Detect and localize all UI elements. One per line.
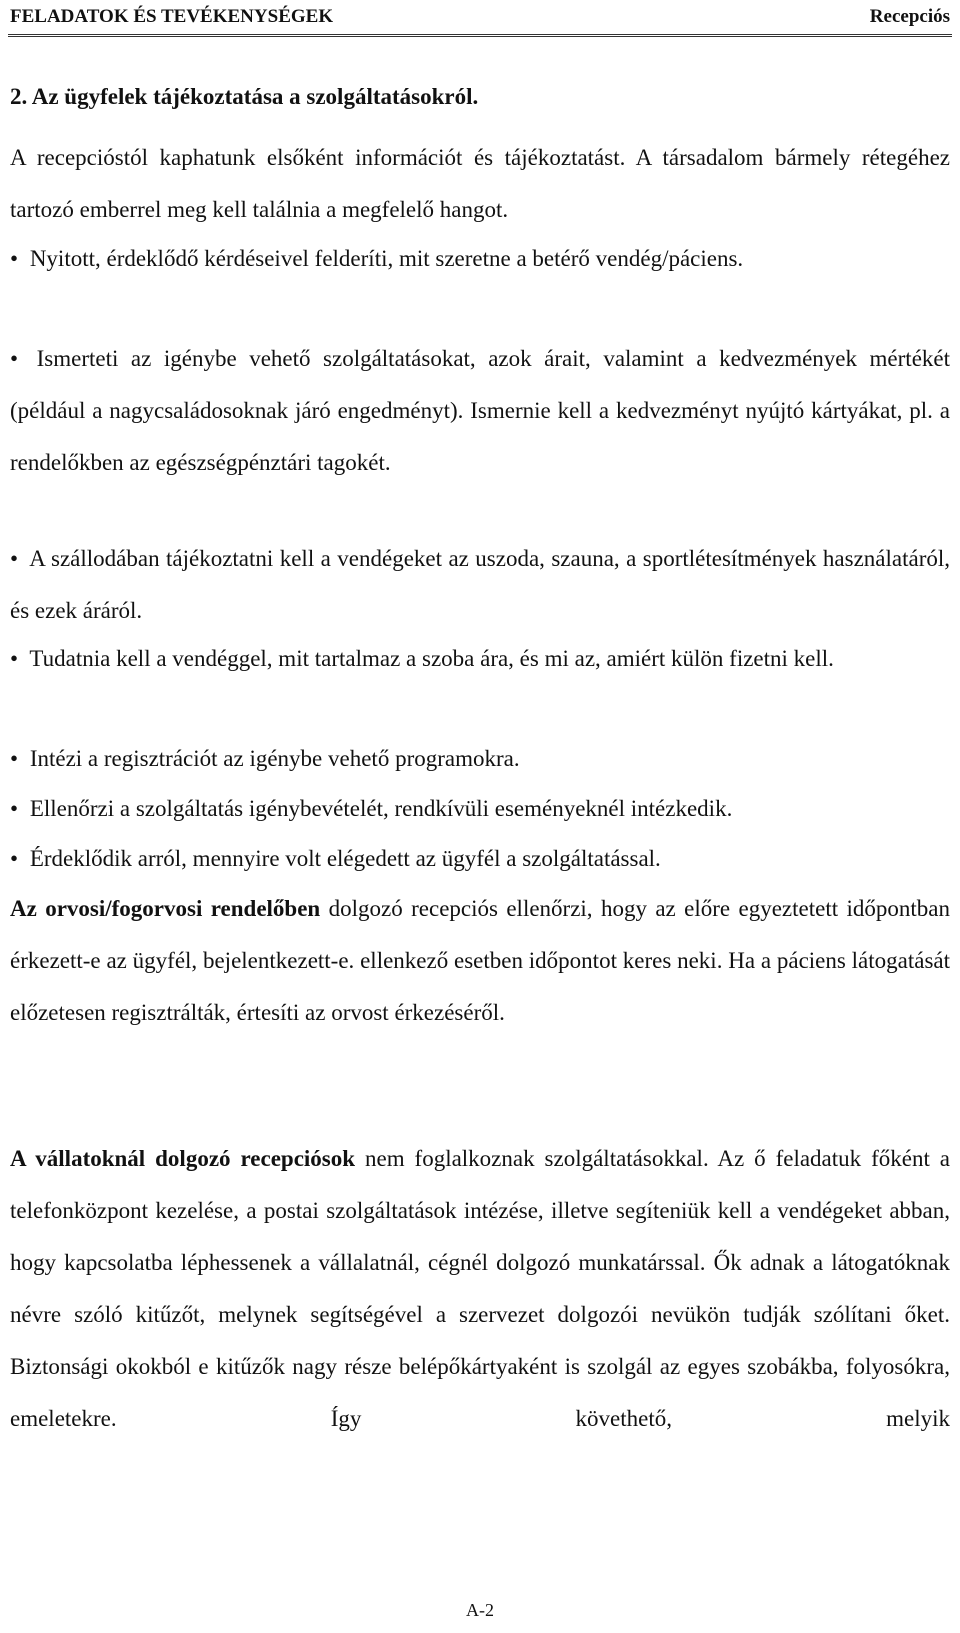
bullet-item bbox=[10, 533, 950, 637]
page-number: A-2 bbox=[466, 1600, 494, 1620]
page-header bbox=[10, 4, 950, 30]
header-title: FELADATOK ÉS TEVÉKENYSÉGEK bbox=[10, 6, 334, 27]
bullet-text: Ismerteti az igénybe vehető szolgáltatásokat, azok árait, valamint a kedvezmények mértékét (például a nagycsaládosoknak járó engedményt). Ismernie kell a kedvezményt nyújtó kártyákat, pl. a rendelőkben az egészségpénztári tagokét. bbox=[10, 346, 950, 475]
bullet-item bbox=[10, 833, 950, 885]
bullet-item bbox=[10, 233, 950, 285]
bullet-icon: • bbox=[10, 796, 19, 821]
bullet-text: A szállodában tájékoztatni kell a vendégeket az uszoda, szauna, a sportlétesítmények használatáról, és ezek áráról. bbox=[10, 546, 950, 623]
bullet-icon: • bbox=[10, 546, 19, 571]
bullet-item bbox=[10, 633, 950, 685]
bullet-item bbox=[10, 733, 950, 785]
bullet-text: Intézi a regisztrációt az igénybe vehető programokra. bbox=[29, 746, 520, 771]
bullet-item bbox=[10, 333, 950, 489]
header-section: Recepciós bbox=[869, 6, 950, 27]
header-divider bbox=[8, 34, 952, 40]
company-paragraph bbox=[10, 1133, 950, 1445]
company-text: nem foglalkoznak szolgáltatásokkal. Az ő feladatuk főként a telefonközpont kezelése, a postai szolgáltatások intézése, illetve segíteniük kell a vendégeket abban, hogy kapcsolatba léphessenek a vállalatnál, cégnél dolgozó munkatárssal. Ők adnak a látogatóknak névre szóló kitűzőt, melynek segítségével a szervezet dolgozói nevükön tudják szólítani őket. Biztonsági okokból e kitűzők nagy része belépőkártyaként is szolgál az egyes szobákba, folyosókra, emeletekre. Így követhető, melyik bbox=[10, 1146, 951, 1431]
section-heading: 2. Az ügyfelek tájékoztatása a szolgáltatásokról. bbox=[10, 84, 479, 109]
bullet-icon: • bbox=[10, 846, 19, 871]
bullet-icon: • bbox=[10, 346, 19, 371]
bullet-text: Nyitott, érdeklődő kérdéseivel felderíti, mit szeretne a betérő vendég/páciens. bbox=[29, 246, 744, 271]
intro-paragraph: A recepcióstól kaphatunk elsőként információt és tájékoztatást. A társadalom bármely rétegéhez tartozó emberrel meg kell találnia a megfelelő hangot. bbox=[10, 145, 950, 222]
company-lead: A vállatoknál dolgozó recepciósok bbox=[10, 1146, 356, 1171]
clinic-lead: Az orvosi/fogorvosi rendelőben bbox=[10, 896, 321, 921]
bullet-icon: • bbox=[10, 646, 19, 671]
bullet-text: Érdeklődik arról, mennyire volt elégedett az ügyfél a szolgáltatással. bbox=[29, 846, 661, 871]
bullet-icon: • bbox=[10, 246, 19, 271]
clinic-paragraph bbox=[10, 883, 950, 1039]
bullet-text: Tudatnia kell a vendéggel, mit tartalmaz a szoba ára, és mi az, amiért külön fizetni kell. bbox=[29, 646, 834, 671]
bullet-icon: • bbox=[10, 746, 19, 771]
clinic-text: dolgozó recepciós ellenőrzi, hogy az előre egyeztetett időpontban érkezett-e az ügyfél, bejelentkezett-e. ellenkező esetben időpontot keres neki. Ha a páciens látogatását előzetesen regisztrálták, értesíti az orvost érkezéséről. bbox=[10, 896, 950, 1025]
bullet-item bbox=[10, 783, 950, 835]
bullet-text: Ellenőrzi a szolgáltatás igénybevételét, rendkívüli eseményeknél intézkedik. bbox=[29, 796, 733, 821]
